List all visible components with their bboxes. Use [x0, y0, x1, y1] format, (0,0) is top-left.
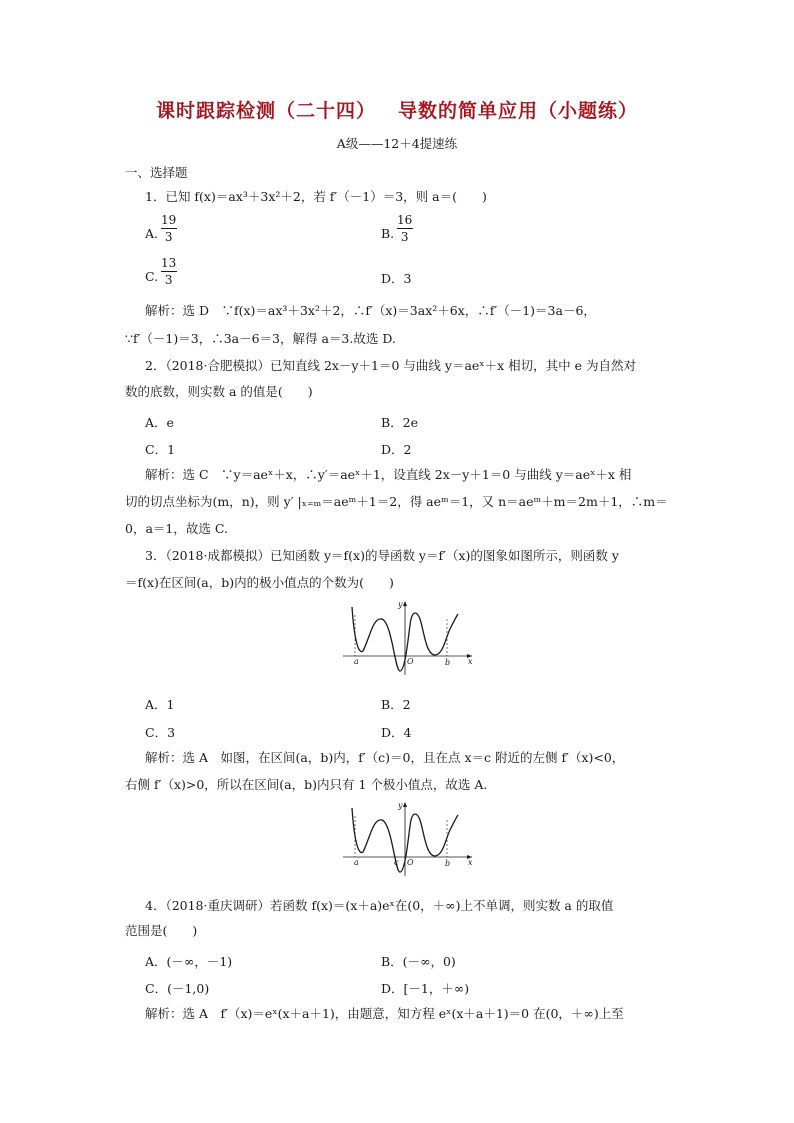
q3-fig-label-origin: O: [407, 657, 414, 666]
q2-option-c: C．1: [145, 442, 176, 457]
q3-option-d: D．4: [381, 725, 412, 740]
q4-stem-line-2: 范围是( ): [125, 923, 198, 938]
q3-sol-fig-label-a: a: [354, 858, 359, 867]
q4-option-b: B．(－∞，0): [381, 954, 456, 969]
q2-stem-line-2: 数的底数，则实数 a 的值是( ): [125, 384, 313, 399]
q1-option-c-label: C.: [145, 269, 159, 284]
q3-sol-fig-label-b: b: [445, 859, 451, 868]
q3-stem-line-1: 3．（2018·成都模拟）已知函数 y＝f(x)的导函数 y＝f′（x)的图象如图所示，则函数 y: [145, 548, 619, 563]
q1-option-a-fraction: [160, 213, 177, 244]
q1-a-denominator: 3: [164, 230, 173, 244]
q3-solution-line-2: 右侧 f′（x)>0，所以在区间(a，b)内只有 1 个极小值点，故选 A.: [125, 777, 488, 792]
q1-a-numerator: 19: [161, 213, 177, 227]
q1-stem: 1．已知 f(x)＝ax³＋3x²＋2，若 f′（－1）＝3，则 a＝( ): [145, 189, 487, 204]
q2-stem-line-1: 2．（2018·合肥模拟）已知直线 2x－y＋1＝0 与曲线 y＝aeˣ＋x 相切，其中 e 为自然对: [145, 358, 636, 373]
q2-option-d: D．2: [381, 442, 412, 457]
q3-fig-label-b: b: [445, 658, 451, 667]
q1-option-d: D．3: [381, 271, 412, 286]
q2-option-b: B．2e: [381, 415, 419, 430]
q3-sol-fig-label-y: y: [398, 801, 403, 810]
q3-derivative-graph: [340, 597, 475, 677]
title-left: 课时跟踪检测（二十四）: [155, 100, 376, 122]
q3-fig-label-x: x: [468, 657, 473, 666]
q3-sol-fig-label-origin: O: [407, 858, 414, 867]
page-title: [0, 96, 794, 123]
q3-option-c: C．3: [145, 725, 176, 740]
q1-option-c-fraction: [160, 256, 177, 287]
q4-option-a: A．(－∞，－1): [145, 954, 233, 969]
q3-sol-fig-label-c: c: [394, 858, 399, 867]
q1-c-denominator: 3: [164, 273, 173, 287]
q4-solution-line-1: 解析：选 A f′（x)＝eˣ(x＋a＋1)，由题意，知方程 eˣ(x＋a＋1)＝0 在(0，＋∞)上至: [145, 1006, 624, 1021]
title-right: 导数的简单应用（小题练）: [398, 100, 639, 122]
q1-b-numerator: 16: [397, 213, 413, 227]
q3-option-a: A．1: [145, 697, 175, 712]
q3-option-b: B．2: [381, 697, 411, 712]
q3-sol-fig-label-x: x: [468, 858, 473, 867]
q1-option-b-label: B.: [381, 226, 395, 241]
q1-c-numerator: 13: [161, 256, 177, 270]
q3-solution-graph: [340, 798, 475, 878]
q4-option-c: C．(－1,0): [145, 981, 210, 996]
q1-solution-line-2: ∵f′（－1)＝3，∴3a－6＝3，解得 a＝3.故选 D.: [125, 331, 396, 346]
section-heading: 一、选择题: [125, 165, 188, 180]
q3-fig-label-y: y: [398, 600, 403, 609]
q3-stem-line-2: ＝f(x)在区间(a，b)内的极小值点的个数为( ): [125, 575, 394, 590]
q4-option-d: D．[－1，＋∞): [381, 981, 470, 996]
q2-solution-line-2: 切的切点坐标为(m，n)，则 y′ |ₓ₌ₘ＝aeᵐ＋1＝2，得 aeᵐ＝1，又 n＝aeᵐ＋m＝2m＋1，∴m＝: [125, 494, 668, 509]
q1-solution-line-1: 解析：选 D ∵f(x)＝ax³＋3x²＋2，∴f′（x)＝3ax²＋6x，∴f′（－1)＝3a－6，: [145, 303, 596, 318]
level-subtitle: A级——12＋4提速练: [336, 136, 458, 151]
q1-option-b-fraction: [396, 213, 413, 244]
q2-solution-line-1: 解析：选 C ∵y＝aeˣ＋x，∴y′＝aeˣ＋1，设直线 2x－y＋1＝0 与曲线 y＝aeˣ＋x 相: [145, 467, 632, 482]
q2-option-a: A．e: [145, 415, 174, 430]
q3-fig-label-a: a: [354, 657, 359, 666]
q1-b-denominator: 3: [400, 230, 409, 244]
q2-solution-line-3: 0，a＝1，故选 C.: [125, 521, 228, 536]
q4-stem-line-1: 4．（2018·重庆调研）若函数 f(x)＝(x＋a)eˣ在(0，＋∞)上不单调，则实数 a 的取值: [145, 898, 614, 913]
q3-solution-line-1: 解析：选 A 如图，在区间(a，b)内，f′（c)＝0，且在点 x＝c 附近的左侧 f′（x)<0，: [145, 750, 625, 765]
q1-option-a-label: A.: [145, 226, 159, 241]
